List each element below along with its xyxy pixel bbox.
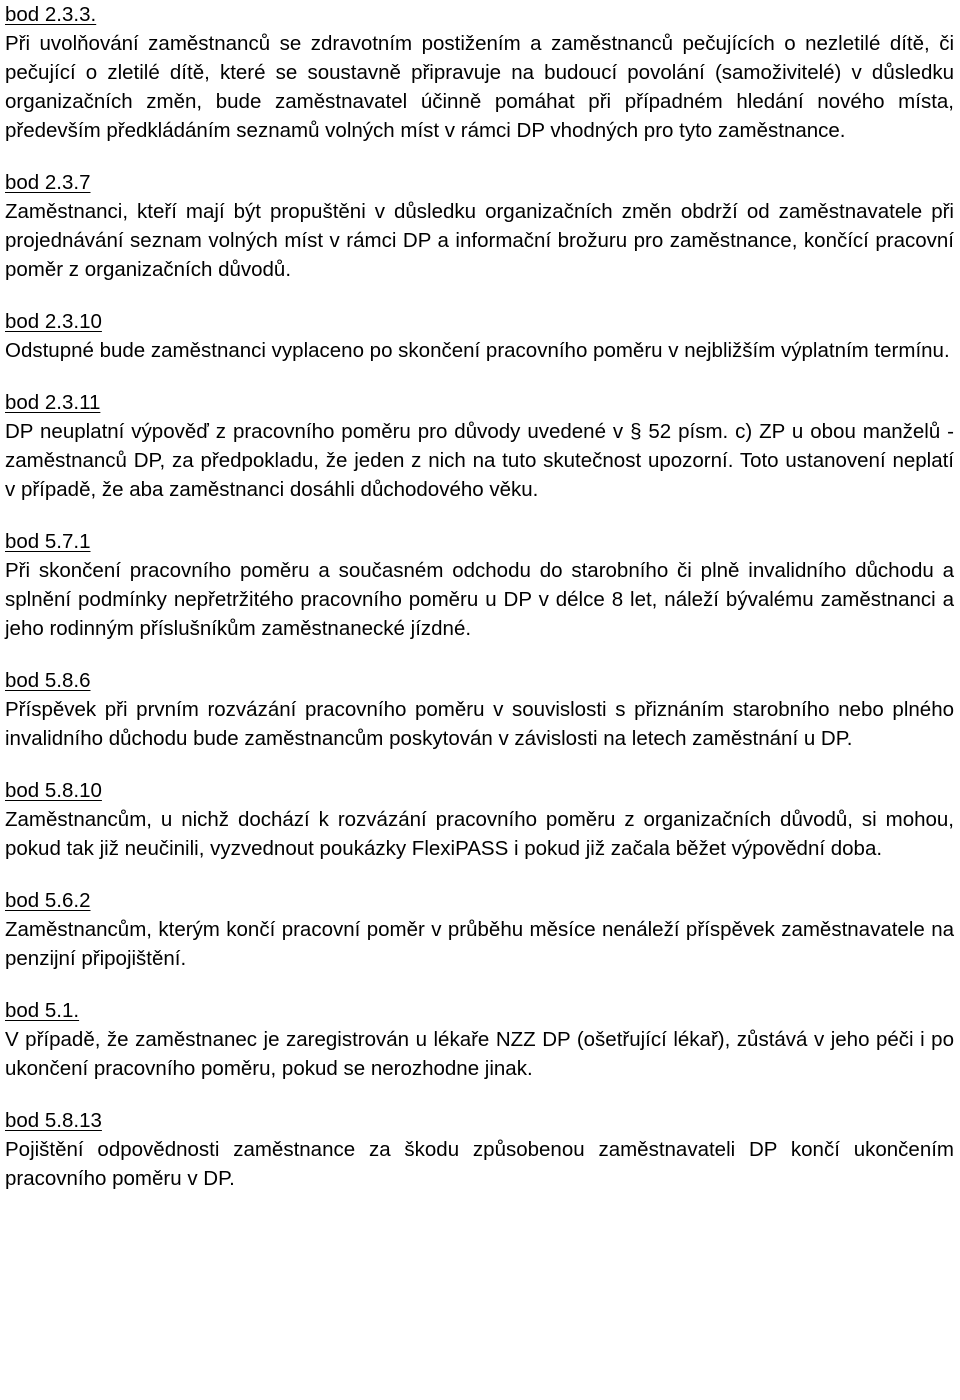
section-text: Při skončení pracovního poměru a současném odchodu do starobního či plně invalidního důchodu a splnění podmínky nepřetržitého pracovního poměru u DP v délce 8 let, náleží bývalému zaměstnanci a jeho rodinným příslušníkům zaměstnanecké jízdné.: [5, 559, 954, 640]
spacer: [5, 365, 954, 388]
document-page: [5, 0, 954, 1193]
section-heading: [5, 776, 954, 805]
heading-text: bod 5.6.2: [5, 889, 91, 912]
section-text: Zaměstnanci, kteří mají být propuštěni v důsledku organizačních změn obdrží od zaměstnavatele při projednávání seznam volných míst v rámci DP a informační brožuru pro zaměstnance, končící pracovní poměr z organizačních důvodů.: [5, 200, 954, 281]
heading-text: bod 5.8.10: [5, 779, 102, 802]
spacer: [5, 1083, 954, 1106]
section-text: V případě, že zaměstnanec je zaregistrován u lékaře NZZ DP (ošetřující lékař), zůstává v jeho péči i po ukončení pracovního poměru, pokud se nerozhodne jinak.: [5, 1028, 954, 1080]
section-text: Při uvolňování zaměstnanců se zdravotním postižením a zaměstnanců pečujících o nezletilé dítě, či pečující o zletilé dítě, které se soustavně připravuje na budoucí povolání (samoživitelé) v důsledku organizačních změn, bude zaměstnavatel účinně pomáhat při případném hledání nového místa, především předkládáním seznamů volných míst v rámci DP vhodných pro tyto zaměstnance.: [5, 32, 954, 142]
section-bod-2-3-11: [5, 388, 954, 504]
spacer: [5, 973, 954, 996]
spacer: [5, 643, 954, 666]
heading-text: bod 5.8.13: [5, 1109, 102, 1132]
section-text: Příspěvek při prvním rozvázání pracovního poměru v souvislosti s přiznáním starobního nebo plného invalidního důchodu bude zaměstnancům poskytován v závislosti na letech zaměstnání u DP.: [5, 698, 954, 750]
heading-text: bod 2.3.10: [5, 310, 102, 333]
section-heading: [5, 886, 954, 915]
heading-text: bod 2.3.11: [5, 391, 101, 414]
section-heading: [5, 168, 954, 197]
heading-text: bod 5.1.: [5, 999, 80, 1022]
spacer: [5, 753, 954, 776]
section-bod-2-3-7: [5, 168, 954, 284]
section-bod-5-8-10: [5, 776, 954, 863]
section-text: Zaměstnancům, kterým končí pracovní poměr v průběhu měsíce nenáleží příspěvek zaměstnavatele na penzijní připojištění.: [5, 918, 954, 970]
section-text: DP neuplatní výpověď z pracovního poměru pro důvody uvedené v § 52 písm. c) ZP u obou manželů - zaměstnanců DP, za předpokladu, že jeden z nich na tuto skutečnost upozorní. Toto ustanovení neplatí v případě, že aba zaměstnanci dosáhli důchodového věku.: [5, 420, 954, 501]
section-heading: [5, 1106, 954, 1135]
section-heading: [5, 996, 954, 1025]
heading-text: bod 5.8.6: [5, 669, 91, 692]
section-bod-2-3-3: [5, 0, 954, 145]
section-text: Pojištění odpovědnosti zaměstnance za škodu způsobenou zaměstnavateli DP končí ukončením pracovního poměru v DP.: [5, 1138, 954, 1190]
section-text: Odstupné bude zaměstnanci vyplaceno po skončení pracovního poměru v nejbližším výplatním termínu.: [5, 339, 950, 362]
section-bod-5-1: [5, 996, 954, 1083]
section-heading: [5, 307, 954, 336]
spacer: [5, 284, 954, 307]
section-heading: [5, 527, 954, 556]
heading-text: bod 2.3.3.: [5, 3, 97, 26]
spacer: [5, 145, 954, 168]
section-heading: [5, 388, 954, 417]
section-bod-5-8-13: [5, 1106, 954, 1193]
section-bod-2-3-10: [5, 307, 954, 365]
section-bod-5-7-1: [5, 527, 954, 643]
section-text: Zaměstnancům, u nichž dochází k rozvázání pracovního poměru z organizačních důvodů, si mohou, pokud tak již neučinili, vyzvednout poukázky FlexiPASS i pokud již začala běžet výpovědní doba.: [5, 808, 954, 860]
section-bod-5-6-2: [5, 886, 954, 973]
section-heading: [5, 666, 954, 695]
spacer: [5, 863, 954, 886]
section-heading: [5, 0, 954, 29]
heading-text: bod 2.3.7: [5, 171, 91, 194]
section-bod-5-8-6: [5, 666, 954, 753]
spacer: [5, 504, 954, 527]
heading-text: bod 5.7.1: [5, 530, 91, 553]
